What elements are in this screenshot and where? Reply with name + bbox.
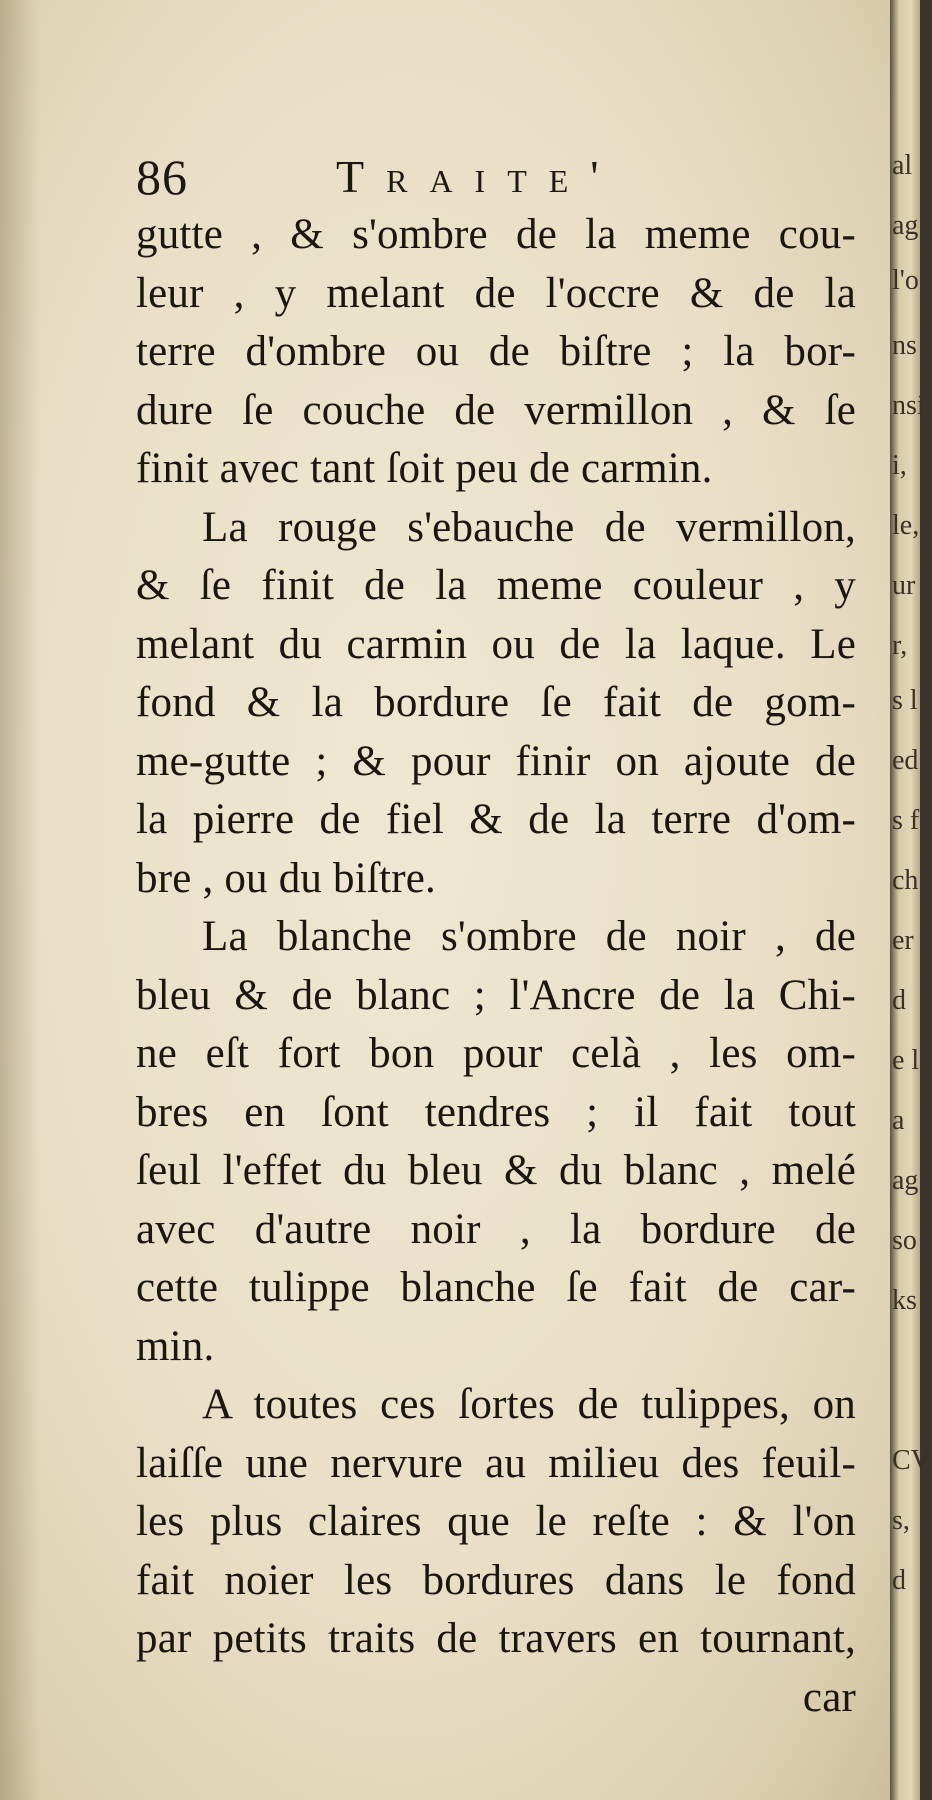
facing-page-fragment: d [892, 985, 906, 1016]
text-line: melant du carmin ou de la laque. Le [136, 620, 856, 668]
facing-page-fragment: d [892, 1565, 906, 1596]
facing-page-fragment: l'o [892, 265, 919, 296]
text-line: La blanche s'ombre de noir , de [202, 913, 856, 960]
text-line: gutte , & s'ombre de la meme cou- [136, 211, 856, 258]
facing-page-fragment: ch [892, 865, 919, 896]
text-line: me-gutte ; & pour finir on ajoute de [136, 737, 856, 785]
facing-page-fragment: e l [892, 1045, 920, 1076]
page-number: 86 [136, 149, 188, 205]
running-head: Traite' [336, 151, 621, 202]
text-line: bres en ſont tendres ; il fait tout [136, 1088, 856, 1136]
facing-page-fragment: ed [892, 745, 919, 776]
facing-page-fragment: al [892, 150, 913, 181]
text-line: par petits traits de travers en tournant, [136, 1615, 856, 1662]
facing-page-fragment: so [892, 1225, 917, 1256]
text-line: cette tulippe blanche ſe fait de car- [136, 1264, 856, 1311]
text-line: laiſſe une nervure au milieu des feuil- [136, 1439, 856, 1487]
body-text [136, 206, 856, 1727]
facing-page-fragment: s f [892, 805, 920, 836]
facing-page-fragment: nsi [892, 390, 925, 421]
facing-page-fragment: le, [892, 510, 920, 541]
text-line: La rouge s'ebauche de vermillon, [202, 503, 856, 551]
facing-page-fragment: s l [892, 685, 918, 716]
facing-page-fragment: ur [892, 570, 916, 601]
text-line: & ſe finit de la meme couleur , y [136, 562, 856, 609]
text-line: finit avec tant ſoit peu de carmin. [136, 445, 713, 492]
text-line: ne eſt fort bon pour celà , les om- [136, 1030, 856, 1077]
text-line: leur , y melant de l'occre & de la [136, 269, 856, 317]
text-line: les plus claires que le reſte : & l'on [136, 1498, 856, 1545]
facing-page-fragment: ns [892, 330, 917, 361]
text-line: fait noier les bordures dans le fond [136, 1556, 856, 1604]
facing-page-fragment: ag [892, 1165, 919, 1196]
text-line: bre , ou du biſtre. [136, 854, 436, 902]
text-line: ſeul l'effet du bleu & du blanc , melé [136, 1147, 856, 1194]
text-line: A toutes ces ſortes de tulippes, on [202, 1381, 856, 1428]
facing-page-edge [890, 0, 931, 1800]
text-line: bleu & de blanc ; l'Ancre de la Chi- [136, 971, 856, 1019]
facing-page-fragment: ag [892, 210, 919, 241]
text-line: min. [136, 1322, 215, 1370]
text-line: dure ſe couche de vermillon , & ſe [136, 386, 856, 434]
facing-page-fragment: a [892, 1105, 905, 1136]
facing-page-fragment: r, [892, 630, 908, 661]
facing-page-fragment: er [892, 925, 914, 956]
catchword: car [802, 1673, 856, 1721]
facing-page-fragment: s, [892, 1505, 910, 1536]
page-header [136, 148, 856, 208]
facing-page-fragment: i, [892, 450, 907, 481]
text-line: la pierre de fiel & de la terre d'om- [136, 796, 856, 843]
facing-page-fragment: CV [892, 1445, 931, 1476]
text-line: fond & la bordure ſe fait de gom- [136, 679, 856, 726]
facing-page-fragment: ks [892, 1285, 917, 1316]
text-line: terre d'ombre ou de biſtre ; la bor- [136, 328, 856, 375]
text-line: avec d'autre noir , la bordure de [136, 1205, 856, 1253]
